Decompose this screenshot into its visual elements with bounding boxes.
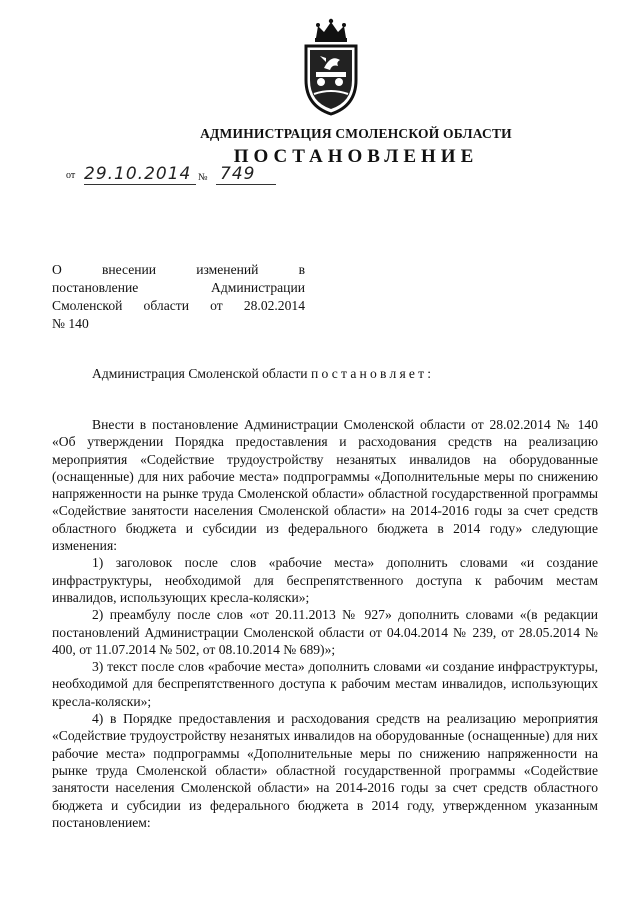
document-subject bbox=[52, 261, 305, 333]
document-date-number bbox=[66, 164, 256, 184]
decree-statement bbox=[92, 366, 434, 382]
document-body bbox=[52, 416, 598, 831]
subject-line: Смоленской области от 28.02.2014 bbox=[52, 298, 305, 313]
body-paragraph: 4) в Порядке предоставления и расходования средств на реализацию мероприятия «Содействие трудоустройству незанятых инвалидов на оборудованные (оснащенные) для них рабочие места» подпрограммы «Дополнительные меры по снижению напряженности на рынке труда Смоленской области» областной государственной программы «Содействие занятости населения Смоленской области» на 2014-2016 годы за счет средств областного бюджета и субсидии из федерального бюджета в 2014 году, утвержденном указанным постановлением: bbox=[52, 711, 598, 830]
subject-line: № 140 bbox=[52, 316, 89, 331]
document-type-title: ПОСТАНОВЛЕНИЕ bbox=[233, 146, 479, 167]
handwritten-date: 29.10.2014 bbox=[84, 164, 192, 184]
handwritten-number: 749 bbox=[220, 164, 256, 184]
coat-of-arms-icon bbox=[296, 18, 366, 118]
date-label: от bbox=[66, 170, 76, 181]
body-paragraph: 1) заголовок после слов «рабочие места» дополнить словами «и создание инфраструктуры, необходимой для беспрепятственного доступа к рабочим местам инвалидов, использующих кресла-коляски»; bbox=[52, 555, 598, 605]
organization-name: АДМИНИСТРАЦИЯ СМОЛЕНСКОЙ ОБЛАСТИ bbox=[200, 126, 512, 141]
number-label: № bbox=[198, 172, 208, 183]
subject-line: О внесении изменений в bbox=[52, 262, 305, 277]
number-underline bbox=[216, 184, 276, 185]
date-underline bbox=[84, 184, 196, 185]
body-paragraph: 3) текст после слов «рабочие места» дополнить словами «и создание инфраструктуры, необходимой для беспрепятственного доступа к рабочим местам инвалидов, использующих кресла-коляски»; bbox=[52, 659, 598, 709]
decree-prefix: Администрация Смоленской области bbox=[92, 366, 311, 381]
body-paragraph: 2) преамбулу после слов «от 20.11.2013 № 927» дополнить словами «(в редакции постановлений Администрации Смоленской области от 04.04.2014 № 239, от 28.05.2014 № 400, от 11.07.2014 № 502, от 08.10.2014 № 689)»; bbox=[52, 607, 598, 657]
body-paragraph: Внести в постановление Администрации Смоленской области от 28.02.2014 № 140 «Об утверждении Порядка предоставления и расходования средств на реализацию мероприятия «Содействие трудоустройству незанятых инвалидов на оборудованные (оснащенные) для них рабочие места» подпрограммы «Дополнительные меры по снижению напряженности на рынке труда Смоленской области» областной государственной программы «Содействие занятости населения Смоленской области» на 2014-2016 годы за счет средств областного бюджета и субсидии из федерального бюджета в 2014 году» следующие изменения: bbox=[52, 417, 598, 554]
subject-line: постановление Администрации bbox=[52, 280, 305, 295]
decree-verb: постановляет: bbox=[310, 366, 435, 381]
